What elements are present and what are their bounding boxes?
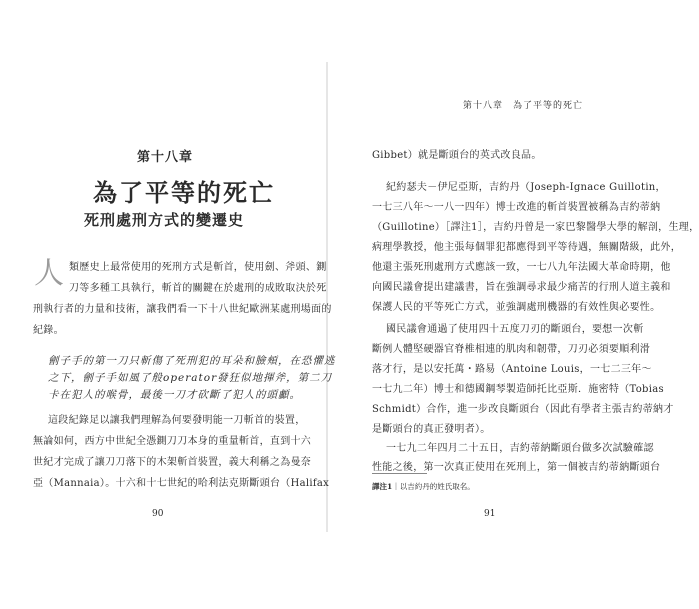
body-line: 保護人民的平等死亡方式，並強調處刑機器的有效性與必要性。 xyxy=(372,302,661,313)
body-line: 世紀才完成了讓刀刀落下的木架斬首裝置，義大利稱之為曼奈 xyxy=(33,457,312,468)
body-line: Schmidt）合作，進一步改良斷頭台（因此有學者主張吉約蒂納才 xyxy=(372,404,674,415)
intro-line: 刀等多種工具執行，斬首的關鍵在於處刑的成敗取決於死 xyxy=(69,283,327,294)
body-line: 無論如何，西方中世紀全憑鍘刀刀本身的重量斬首，直到十六 xyxy=(33,436,312,447)
body-line: 一七三八年～一八一四年）博士改進的斬首裝置被稱為吉約蒂納 xyxy=(372,202,661,213)
quote-line: 之下，劊子手如風了般operator發狂似地揮斧，第二刀 xyxy=(48,372,333,384)
quote-line: 卡在犯人的喉骨，最後一刀才砍斷了犯人的頭顱。 xyxy=(48,389,301,401)
chapter-title: 為了平等的死亡 xyxy=(93,178,275,207)
footnote-tag: 譯注1 xyxy=(372,482,393,491)
intro-line: 紀錄。 xyxy=(33,325,64,336)
intro-line: 刑執行者的力量和技術，讓我們看一下十八世紀歐洲某處刑場面的 xyxy=(33,304,332,315)
body-line: 是斷頭台的真正發明者）。 xyxy=(372,424,491,435)
footnote-text: ｜以吉約丹的姓氏取名。 xyxy=(392,482,475,491)
body-line: 這段紀錄足以讓我們理解為何要發明能一刀斬首的裝置， xyxy=(48,415,306,426)
left-page xyxy=(0,0,336,609)
footnote-rule xyxy=(372,473,427,474)
body-line: 性能之後，第一次真正使用在死刑上，第一個被吉約蒂納斷頭台 xyxy=(372,462,661,473)
body-line: 病理學教授，他主張每個罪犯都應得到平等待遇，無關階級，此外， xyxy=(372,242,681,253)
body-line: 一七九二年）博士和德國鋼琴製造師托比亞斯．施密特（Tobias xyxy=(372,384,664,395)
body-line: 落才行，是以安托萬・路易（Antoine Louis，一七二三年～ xyxy=(372,364,652,375)
body-line: 他還主張死刑處刑方式應該一致，一七八九年法國大革命時期，他 xyxy=(372,262,671,273)
body-line: 亞（Mannaia）。十六和十七世紀的哈利法克斯斷頭台（Halifax xyxy=(33,478,330,489)
body-line: 紀約瑟夫－伊尼亞斯，吉約丹（Joseph-Ignace Guillotin， xyxy=(386,182,666,193)
footnote xyxy=(372,481,475,492)
page-number-left: 90 xyxy=(152,509,164,519)
body-line: 斷例人體堅硬器官脊椎相連的肌肉和韌帶，刀刃必須要順利滑 xyxy=(372,344,651,355)
body-line: 一七九二年四月二十五日，吉約蒂納斷頭台做多次試驗確認 xyxy=(386,443,654,454)
running-head: 第十八章 為了平等的死亡 xyxy=(463,101,584,111)
body-line: 向國民議會提出建議書，旨在強調尋求最少痛苦的行刑人道主義和 xyxy=(372,282,671,293)
chapter-subtitle: 死刑處刑方式的變遷史 xyxy=(84,211,245,229)
page-number-right: 91 xyxy=(484,509,496,519)
intro-line: 類歷史上最常使用的死刑方式是斬首，使用劍、斧頭、鍘 xyxy=(69,262,327,273)
body-line: （Guillotine）［譯注1］，吉約丹曾是一家巴黎醫學大學的解剖，生理， xyxy=(372,222,699,233)
body-line: Gibbet）就是斷頭台的英式改良品。 xyxy=(372,150,542,161)
chapter-label: 第十八章 xyxy=(137,150,194,165)
quote-line: 劊子手的第一刀只斬傷了死刑犯的耳朵和臉頰，在恐懼逃 xyxy=(48,355,336,367)
body-line: 國民議會通過了使用四十五度刀刃的斷頭台，要想一次斬 xyxy=(386,324,644,335)
drop-cap: 人 xyxy=(34,256,64,291)
